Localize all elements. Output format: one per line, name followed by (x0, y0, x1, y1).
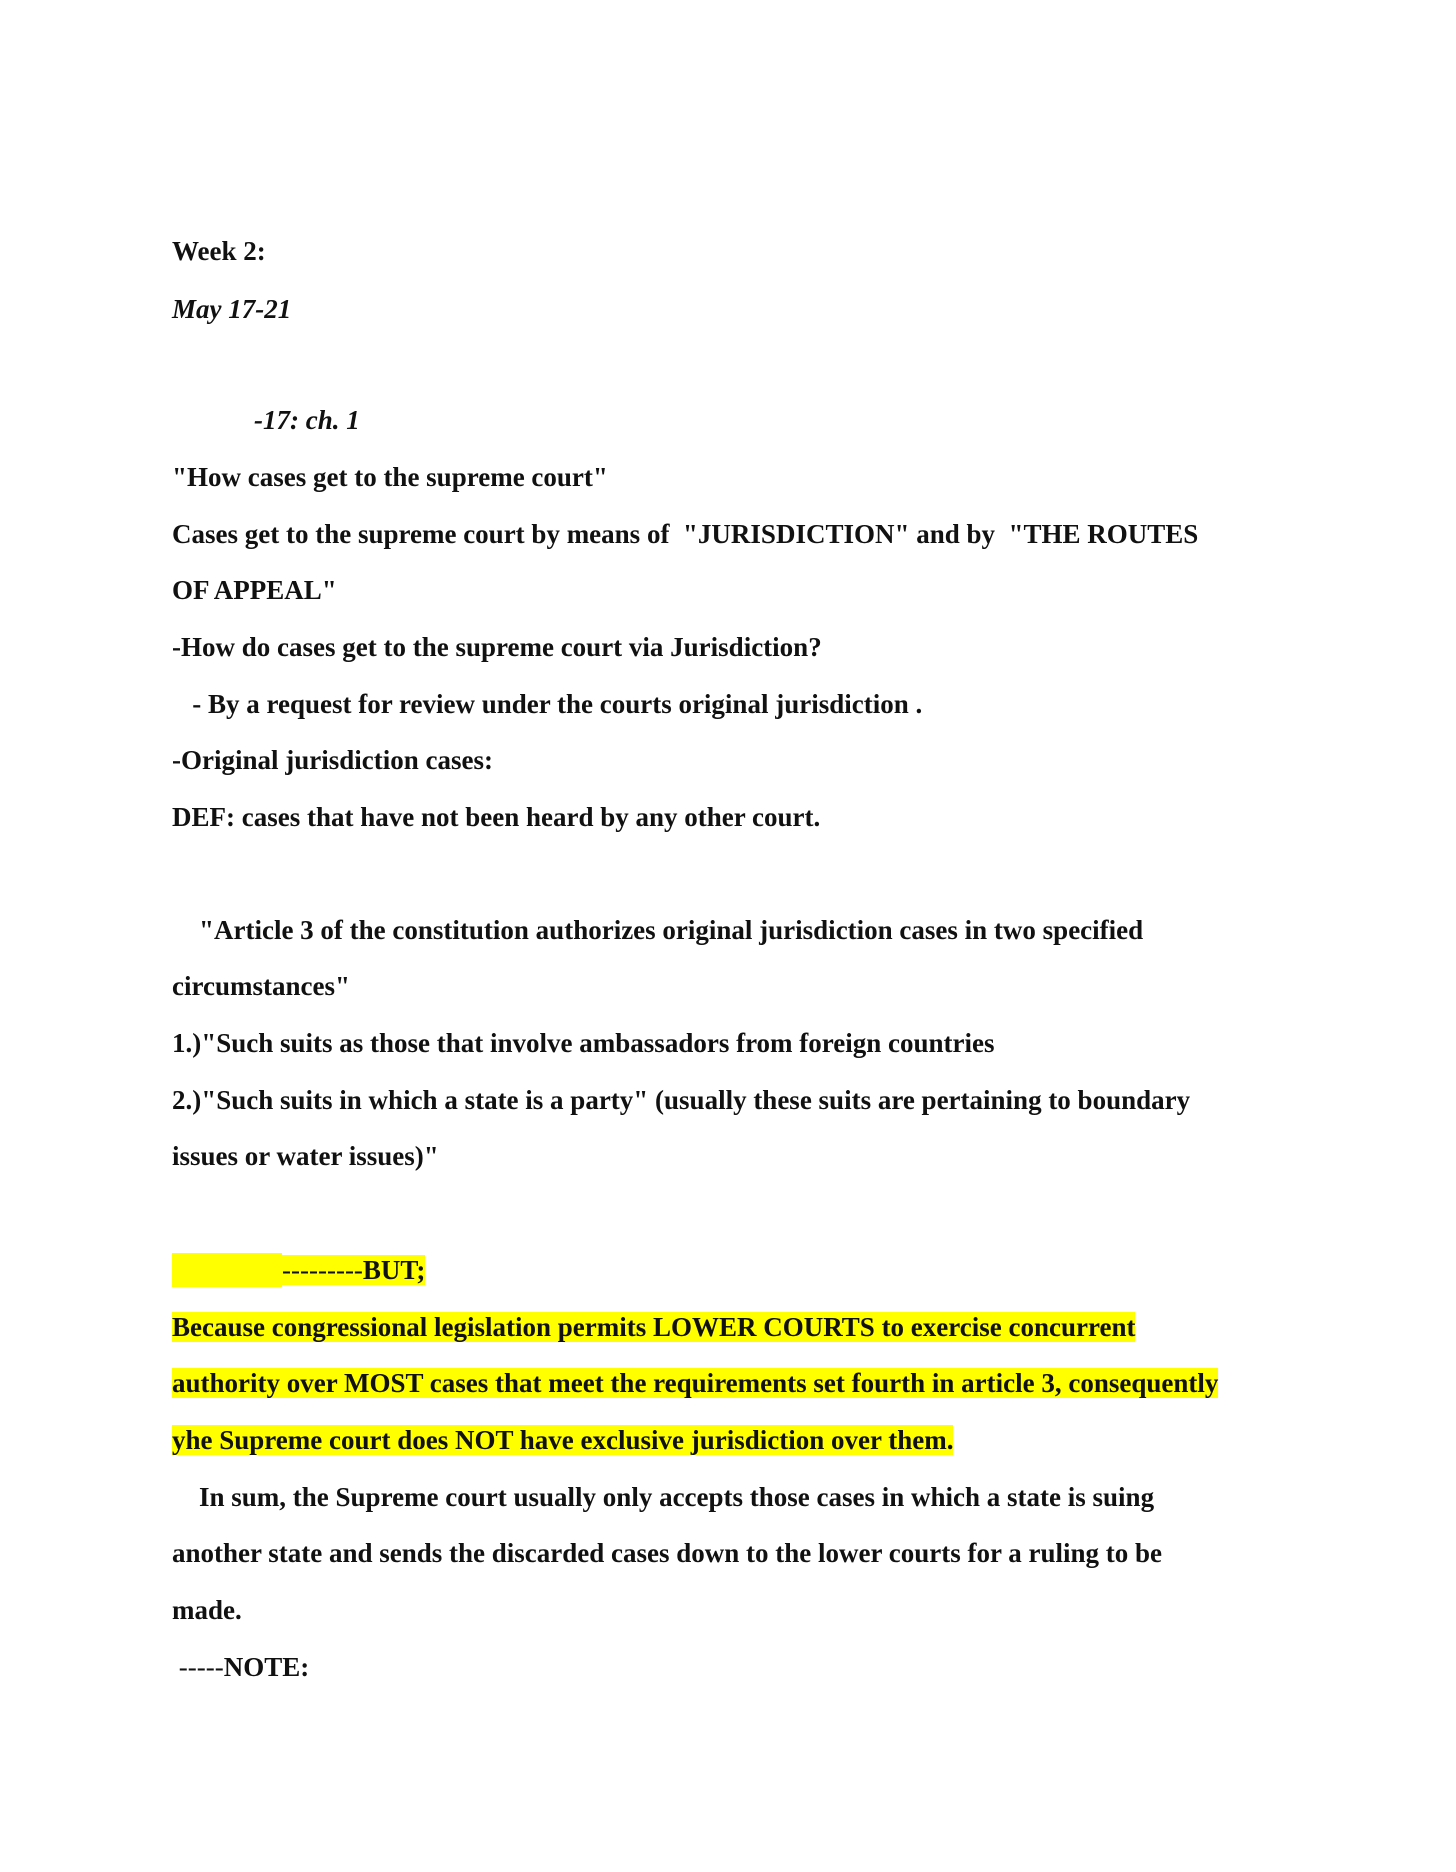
intro-line-1: Cases get to the supreme court by means of "JURISDICTION" and by "THE ROUTES (172, 519, 1199, 549)
note-dashes: ----- (172, 1652, 224, 1682)
highlighted-line-3 (172, 1423, 953, 1457)
date-range: May 17-21 (172, 294, 292, 324)
list-item-1: 1.)"Such suits as those that involve ambassadors from foreign countries (172, 1028, 995, 1058)
summary-line-3: made. (172, 1595, 242, 1625)
section-title: "How cases get to the supreme court" (172, 462, 608, 492)
highlighted-line-1 (172, 1310, 1135, 1344)
week-label: Week 2: (172, 236, 266, 266)
original-jurisdiction-heading: -Original jurisdiction cases: (172, 745, 493, 775)
highlight-indent (172, 1253, 282, 1287)
summary-line-1: In sum, the Supreme court usually only accepts those cases in which a state is suing (172, 1482, 1155, 1512)
article-line-1: "Article 3 of the constitution authorizes original jurisdiction cases in two specified (172, 915, 1144, 945)
but-heading (172, 1253, 425, 1287)
but-dashes: --------- (282, 1255, 363, 1285)
day-heading: -17: ch. 1 (254, 405, 360, 435)
highlighted-text-3: yhe Supreme court does NOT have exclusive jurisdiction over them. (172, 1425, 954, 1455)
article-line-2: circumstances" (172, 971, 350, 1001)
answer-line: - By a request for review under the courts original jurisdiction . (172, 689, 923, 719)
note-heading (172, 1650, 309, 1684)
note-word: NOTE: (223, 1652, 310, 1682)
highlighted-text-1: Because congressional legislation permits LOWER COURTS to exercise concurrent (172, 1312, 1136, 1342)
highlighted-line-2 (172, 1366, 1218, 1400)
definition-line: DEF: cases that have not been heard by any other court. (172, 802, 821, 832)
highlighted-text-2: authority over MOST cases that meet the requirements set fourth in article 3, consequently (172, 1368, 1219, 1398)
question-line: -How do cases get to the supreme court via Jurisdiction? (172, 632, 822, 662)
list-item-2-line-1: 2.)"Such suits in which a state is a party" (usually these suits are pertaining to boundary (172, 1085, 1191, 1115)
but-word: BUT; (362, 1255, 426, 1285)
list-item-2-line-2: issues or water issues)" (172, 1141, 439, 1171)
intro-line-2: OF APPEAL" (172, 575, 337, 605)
summary-line-2: another state and sends the discarded cases down to the lower courts for a ruling to be (172, 1538, 1162, 1568)
